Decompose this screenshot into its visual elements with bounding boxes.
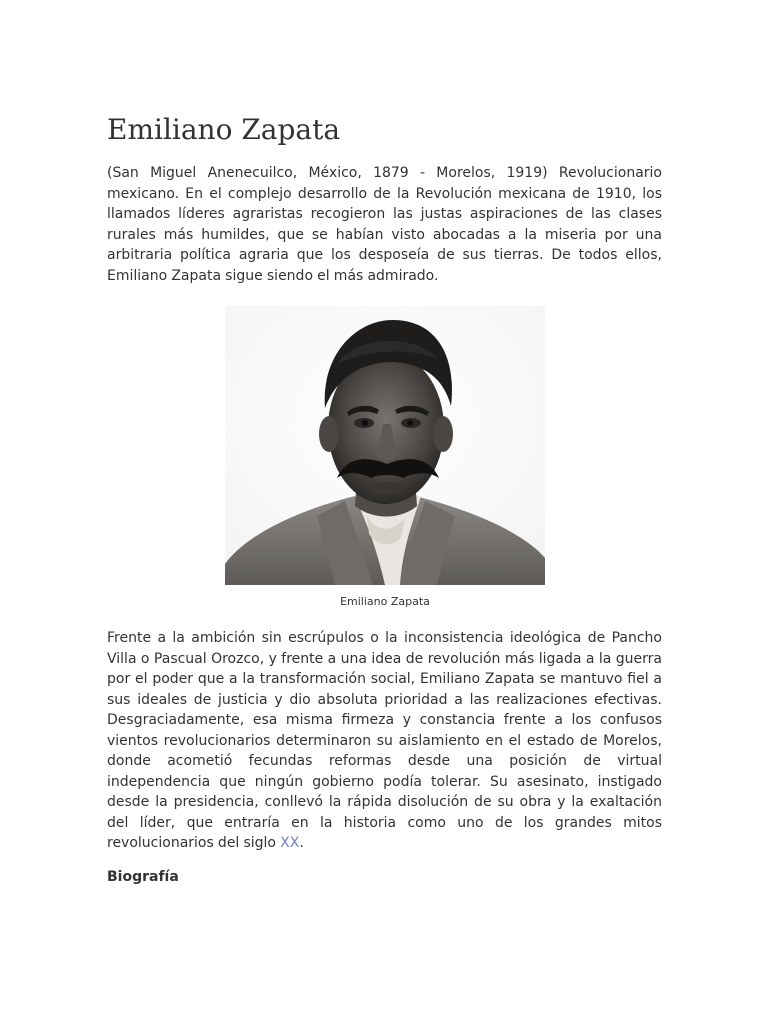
figure-caption: Emiliano Zapata	[340, 595, 430, 608]
body-paragraph	[107, 628, 662, 854]
intro-paragraph: (San Miguel Anenecuilco, México, 1879 - Morelos, 1919) Revolucionario mexicano. En el complejo desarrollo de la Revolución mexicana de 1910, los llamados líderes agraristas recogieron las justas aspiraciones de las clases rurales más humildes, que se habían visto abocadas a la miseria por una arbitraria política agraria que los desposeía de sus tierras. De todos ellos, Emiliano Zapata sigue siendo el más admirado.	[107, 165, 662, 284]
portrait-figure	[225, 306, 545, 608]
body-end: .	[299, 835, 304, 851]
page-title: Emiliano Zapata	[107, 113, 341, 146]
body-text: Frente a la ambición sin escrúpulos o la inconsistencia ideológica de Pancho Villa o Pascual Orozco, y frente a una idea de revolución más ligada a la guerra por el poder que a la transformación social, Emiliano Zapata se mantuvo fiel a sus ideales de justicia y dio absoluta prioridad a las realizaciones efectivas. Desgraciadamente, esa misma firmeza y constancia frente a los confusos vientos revolucionarios determinaron su aislamiento en el estado de Morelos, donde acometió fecundas reformas desde una posición de virtual independencia que ningún gobierno podía tolerar. Su asesinato, instigado desde la presidencia, conllevó la rápida disolución de su obra y la exaltación del líder, que entraría en la historia como uno de los grandes mitos revolucionarios del siglo	[107, 630, 662, 851]
portrait-photo	[225, 306, 545, 585]
section-heading-biografia: Biografía	[107, 869, 179, 885]
century-link[interactable]: XX	[280, 835, 300, 851]
